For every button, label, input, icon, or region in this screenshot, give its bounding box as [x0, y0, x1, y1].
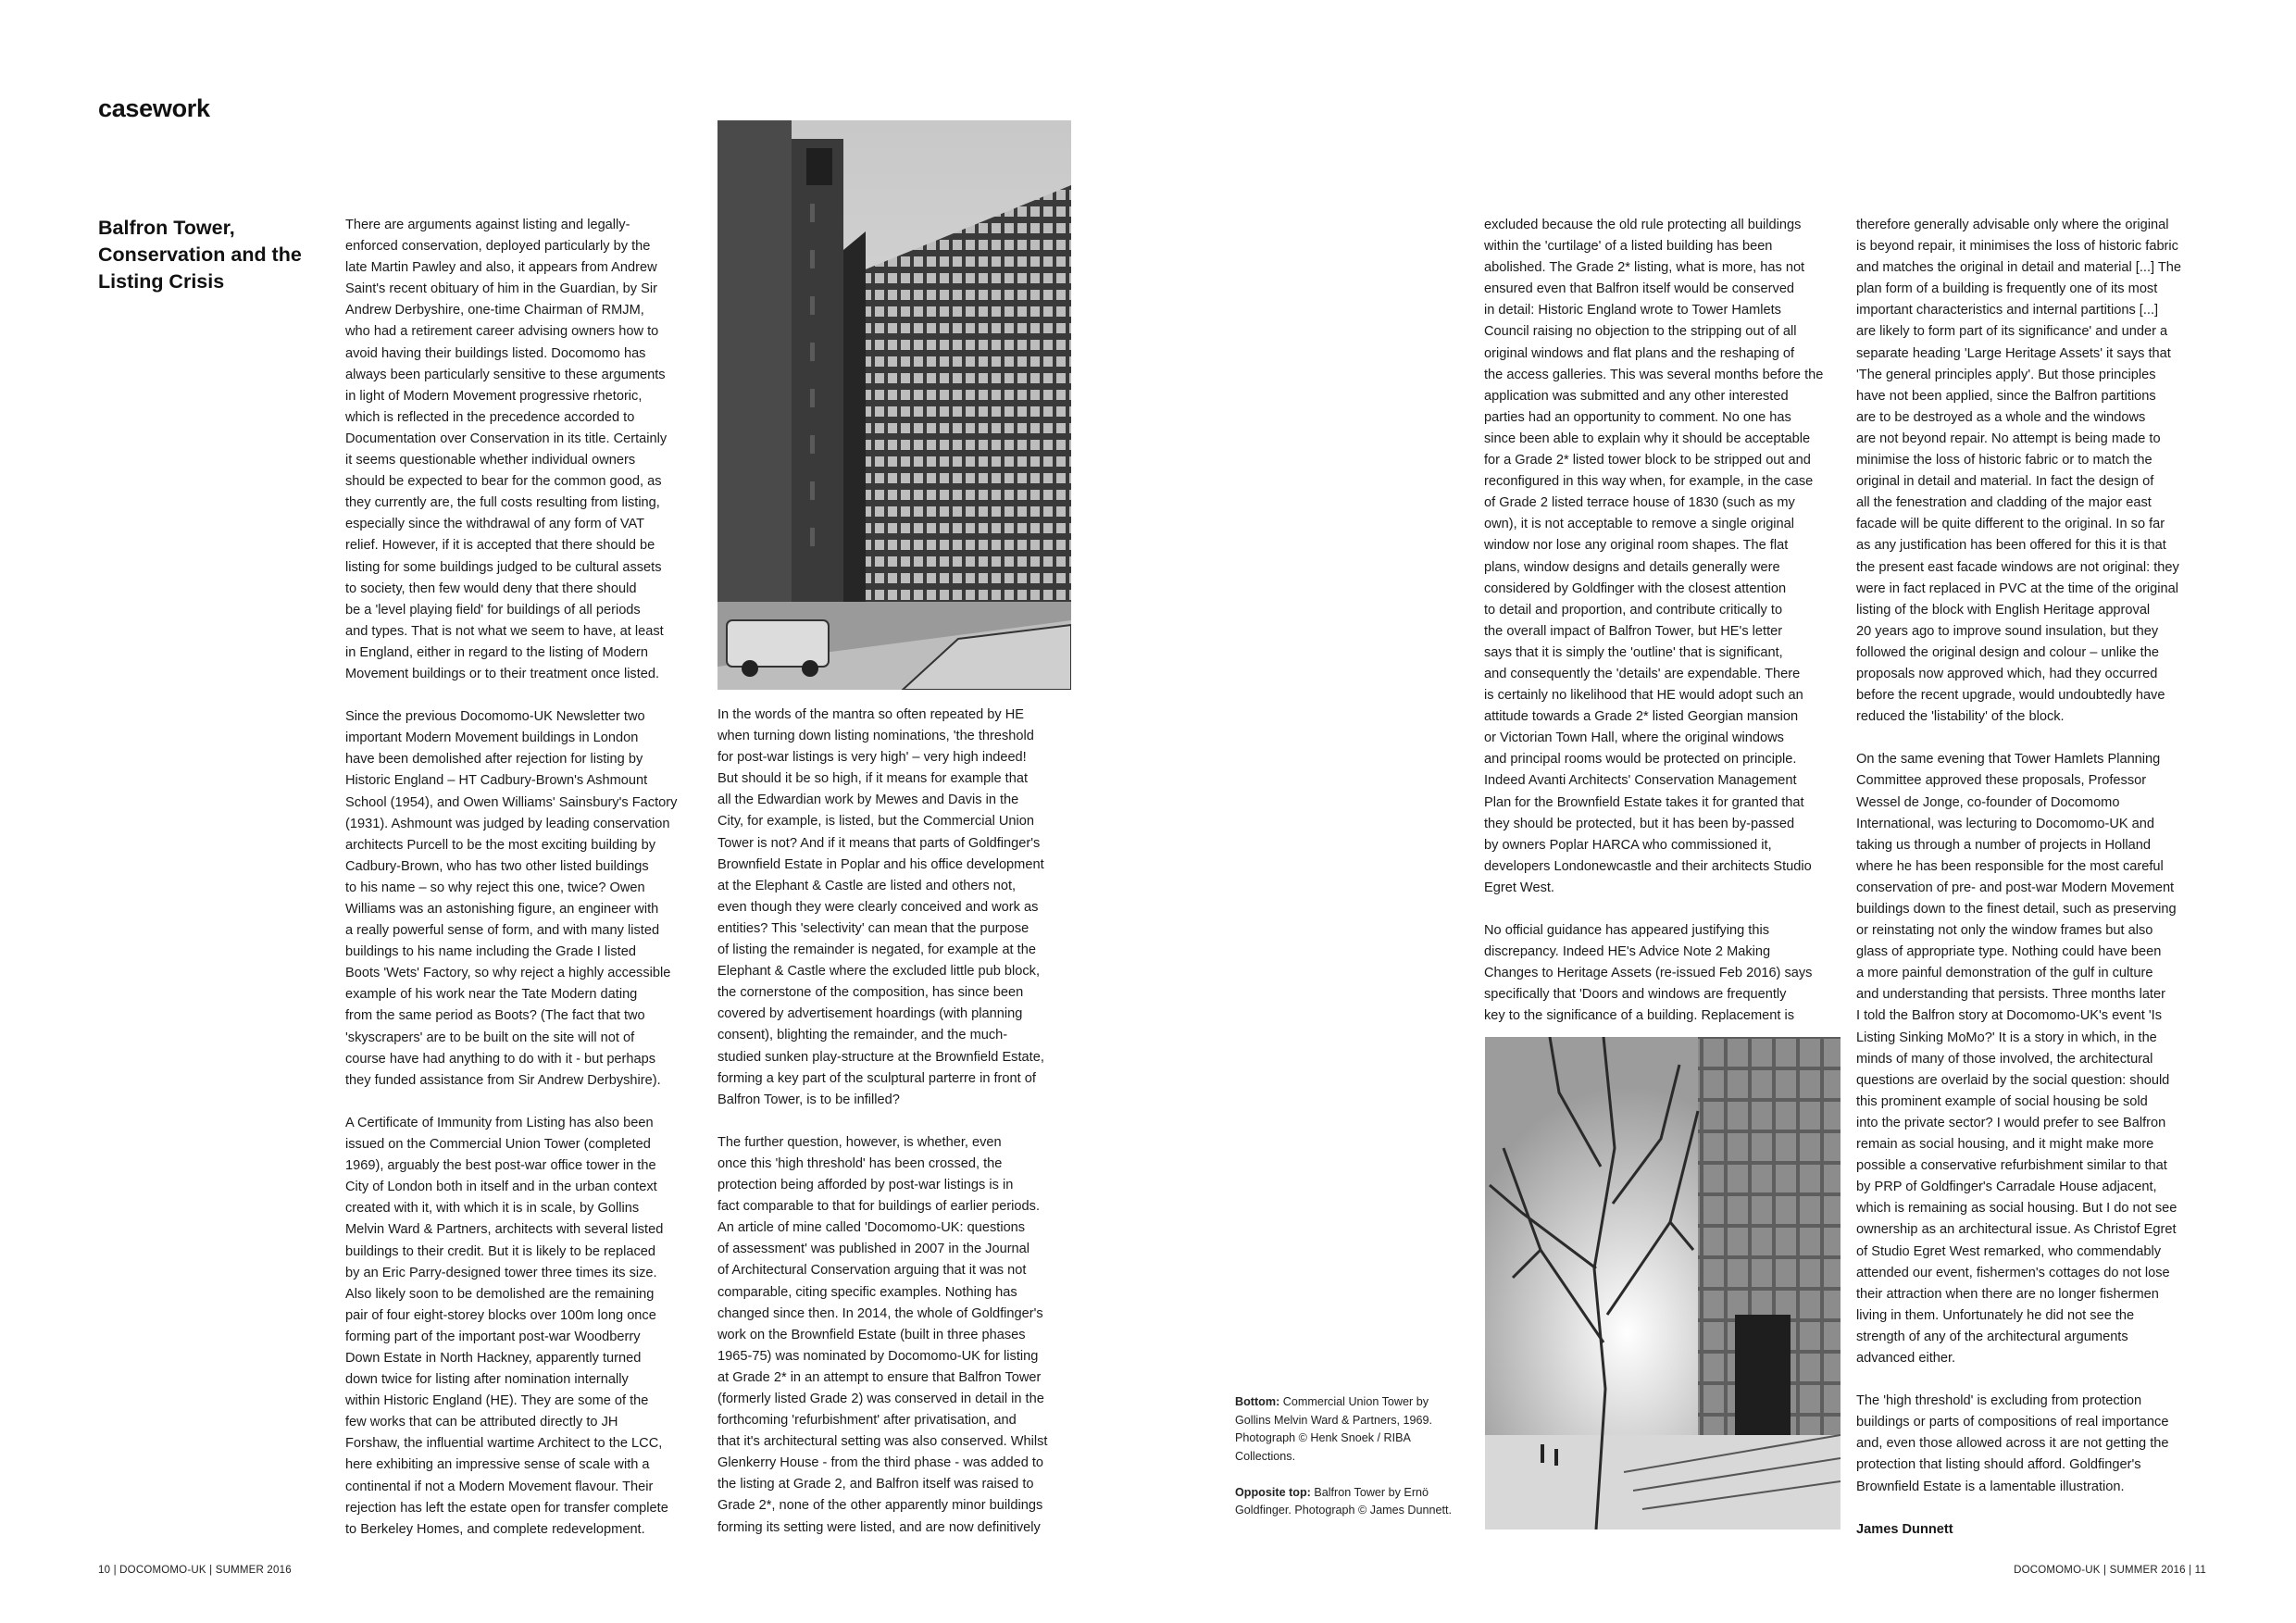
- paragraph: excluded because the old rule protecting all buildings within the 'curtilage' of a listed building has been abolished. The Grade 2* listing, what is more, has not ensured even that Balfron itself would be conserved in detail: Historic England wrote to Tower Hamlets Council raising no objection to the stripping out of all original windows and flat plans and the reshaping of the access galleries. This was several months before the application was submitted and any other interested parties had an opportunity to comment. No one has since been able to explain why it should be acceptable for a Grade 2* listed tower block to be stripped out and reconfigured in this way when, for example, in the case of Grade 2 listed terrace house of 1830 (such as my own), it is not acceptable to remove a single original window nor lose any original room shapes. The flat plans, window designs and details generally were considered by Goldfinger with the closest attention to detail and proportion, and contribute critically to the overall impact of Balfron Tower, but HE's letter says that it is simply the 'outline' that is significant, and consequently the 'details' are expendable. There is certainly no likelihood that HE would adopt such an attitude towards a Grade 2* listed Georgian mansion or Victorian Town Hall, where the original windows and principal rooms would be protected on principle. Indeed Avanti Architects' Conservation Management Plan for the Brownfield Estate takes it for granted that they should be protected, but it has been by-passed by owners Poplar HARCA who commissioned it, developers Londonewcastle and their architects Studio Egret West.: [1484, 218, 1824, 895]
- caption-top: [1235, 1484, 1466, 1520]
- paragraph: Since the previous Docomomo-UK Newsletter two important Modern Movement buildings in London have been demolished after rejection for listing by Historic England – HT Cadbury-Brown's Ashmount School (1954), and Owen Williams' Sainsbury's Factory (1931). Ashmount was judged by leading conservation architects Purcell to be the most exciting building by Cadbury-Brown, who has two other listed buildings to his name – so why reject this one, twice? Owen Williams was an astonishing figure, an engineer with a really powerful sense of form, and with many listed buildings to his name including the Grade I listed Boots 'Wets' Factory, so why reject a highly accessible example of his work near the Tate Modern dating from the same period as Boots? (The fact that two 'skyscrapers' are to be built on the site will not of course have had anything to do with it - but perhaps they funded assistance from Sir Andrew Derbyshire).: [345, 709, 678, 1088]
- author-signature: James Dunnett: [1856, 1521, 1953, 1537]
- paragraph: A Certificate of Immunity from Listing has also been issued on the Commercial Union Tower (completed 1969), arguably the best post-war office tower in the City of London both in itself and in the urban context created with it, with which it is in scale, by Gollins Melvin Ward & Partners, architects with several listed buildings to their credit. But it is likely to be replaced by an Eric Parry-designed tower three times its size. Also likely soon to be demolished are the remaining pair of four eight-storey blocks over 100m long once forming part of the important post-war Woodberry Down Estate in North Hackney, apparently turned down twice for listing after nomination internally within Historic England (HE). They are some of the few works that can be attributed directly to JH Forshaw, the influential wartime Architect to the LCC, here exhibiting an impressive sense of scale with a continental if not a Modern Movement flavour. Their rejection has left the estate open for transfer complete to Berkeley Homes, and complete redevelopment.: [345, 1115, 668, 1537]
- article-title: Balfron Tower, Conservation and the Listing Crisis: [98, 217, 302, 293]
- article-column-2: [718, 705, 1079, 1539]
- caption-bottom-text: Commercial Union Tower by Gollins Melvin Ward & Partners, 1969. Photograph © Henk Snoek / RIBA Collections.: [1235, 1395, 1433, 1463]
- paragraph: therefore generally advisable only where the original is beyond repair, it minimises the loss of historic fabric and matches the original in detail and material [...] The plan form of a building is frequently one of its most important characteristics and internal partitions [...] are likely to form part of its significance' and under a separate heading 'Large Heritage Assets' it says that 'The general principles apply'. But those principles have not been applied, since the Balfron partitions are to be destroyed as a whole and the windows are not beyond repair. No attempt is being made to minimise the loss of historic fabric or to match the original in detail and material. In fact the design of all the fenestration and cladding of the major east facade will be quite different to the original. In so far as any justification has been offered for this it is that the present east facade windows are not original: they were in fact replaced in PVC at the time of the original listing of the block with English Heritage approval 20 years ago to improve sound insulation, but they followed the original design and colour – unlike the proposals now approved which, had they occurred before the recent upgrade, would undoubtedly have reduced the 'listability' of the block.: [1856, 218, 2181, 725]
- commercial-union-tower-photo: [1485, 1037, 1841, 1529]
- paragraph: On the same evening that Tower Hamlets Planning Committee approved these proposals, Professor Wessel de Jonge, co-founder of Docomomo International, was lecturing to Docomomo-UK and taking us through a number of projects in Holland where he has been responsible for the most careful conservation of pre- and post-war Modern Movement buildings down to the finest detail, such as preserving or reinstating not only the window frames but also glass of appropriate type. Nothing could have been a more painful demonstration of the gulf in culture and understanding that persists. Three months later I told the Balfron story at Docomomo-UK's event 'Is Listing Sinking MoMo?' It is a story in which, in the minds of many of those involved, the architectural questions are overlaid by the social question: should this prominent example of social housing be sold into the private sector? I would prefer to see Balfron remain as social housing, and it might make more possible a conservative refurbishment similar to that by PRP of Goldfinger's Carradale House adjacent, which is remaining as social housing. But I do not see ownership as an architectural issue. As Christof Egret of Studio Egret West remarked, who commendably attended our event, fishermen's cottages do not lose their attraction when there are no longer fishermen living in them. Unfortunately he did not see the strength of any of the architectural arguments advanced either.: [1856, 752, 2177, 1366]
- caption-bottom: [1235, 1393, 1466, 1466]
- caption-bottom-label: Bottom:: [1235, 1395, 1280, 1408]
- paragraph: No official guidance has appeared justifying this discrepancy. Indeed HE's Advice Note 2 Making Changes to Heritage Assets (re-issued Feb 2016) says specifically that 'Doors and windows are frequently key to the significance of a building. Replacement is: [1484, 923, 1813, 1024]
- section-label: casework: [98, 94, 210, 122]
- paragraph: The 'high threshold' is excluding from protection buildings or parts of compositions of real importance and, even those allowed across it are not getting the protection that listing should afford. Goldfinger's Brownfield Estate is a lamentable illustration.: [1856, 1393, 2169, 1494]
- paragraph: There are arguments against listing and legally- enforced conservation, deployed particularly by the late Martin Pawley and also, it appears from Andrew Saint's recent obituary of him in the Guardian, by Sir Andrew Derbyshire, one-time Chairman of RMJM, who had a retirement career advising owners how to avoid having their buildings listed. Docomomo has always been particularly sensitive to these arguments in light of Modern Movement progressive rhetoric, which is reflected in the precedence accorded to Documentation over Conservation in its title. Certainly it seems questionable whether individual owners should be expected to bear for the common good, as they currently are, the full costs resulting from listing, especially since the withdrawal of any form of VAT relief. However, if it is accepted that there should be listing for some buildings judged to be cultural assets to society, then few would deny that there should be a 'level playing field' for buildings of all periods and types. That is not what we seem to have, at least in England, either in regard to the listing of Modern Movement buildings or to their treatment once listed.: [345, 218, 668, 681]
- article-column-4: [1856, 215, 2213, 1541]
- balfron-tower-photo: [718, 120, 1071, 690]
- article-column-3: [1484, 215, 1847, 1028]
- paragraph: In the words of the mantra so often repeated by HE when turning down listing nominations, 'the threshold for post-war listings is very high' – very high indeed! But should it be so high, if it means for example that all the Edwardian work by Mewes and Davis in the City, for example, is listed, but the Commercial Union Tower is not? And if it means that parts of Goldfinger's Brownfield Estate in Poplar and his office development at the Elephant & Castle are listed and others not, even though they were clearly conceived and work as entities? This 'selectivity' can mean that the purpose of listing the remainder is negated, for example at the Elephant & Castle where the excluded little pub block, the cornerstone of the composition, has since been covered by advertisement hoardings (with planning consent), blighting the remainder, and the much- studied sunken play-structure at the Brownfield Estate, forming a key part of the sculptural parterre in front of Balfron Tower, is to be infilled?: [718, 707, 1044, 1107]
- caption-top-text: Balfron Tower by Ernö Goldfinger. Photograph © James Dunnett.: [1235, 1485, 1453, 1517]
- article-column-1: [345, 215, 703, 1541]
- footer-right: DOCOMOMO-UK | SUMMER 2016 | 11: [2014, 1565, 2206, 1576]
- paragraph: The further question, however, is whether, even once this 'high threshold' has been crossed, the protection being afforded by post-war listings is in fact comparable to that for buildings of earlier periods. An article of mine called 'Docomomo-UK: questions of assessment' was published in 2007 in the Journal of Architectural Conservation arguing that it was not comparable, citing specific examples. Nothing has changed since then. In 2014, the whole of Goldfinger's work on the Brownfield Estate (built in three phases 1965-75) was nominated by Docomomo-UK for listing at Grade 2* in an attempt to ensure that Balfron Tower (formerly listed Grade 2) was conserved in detail in the forthcoming 'refurbishment' after privatisation, and that it's architectural setting was also conserved. Whilst Glenkerry House - from the third phase - was added to the listing at Grade 2, and Balfron itself was raised to Grade 2*, none of the other apparently minor buildings forming its setting were listed, and are now definitively: [718, 1134, 1048, 1535]
- caption-top-label: Opposite top:: [1235, 1485, 1311, 1499]
- photo-captions: [1235, 1393, 1466, 1538]
- footer-left: 10 | DOCOMOMO-UK | SUMMER 2016: [98, 1565, 292, 1576]
